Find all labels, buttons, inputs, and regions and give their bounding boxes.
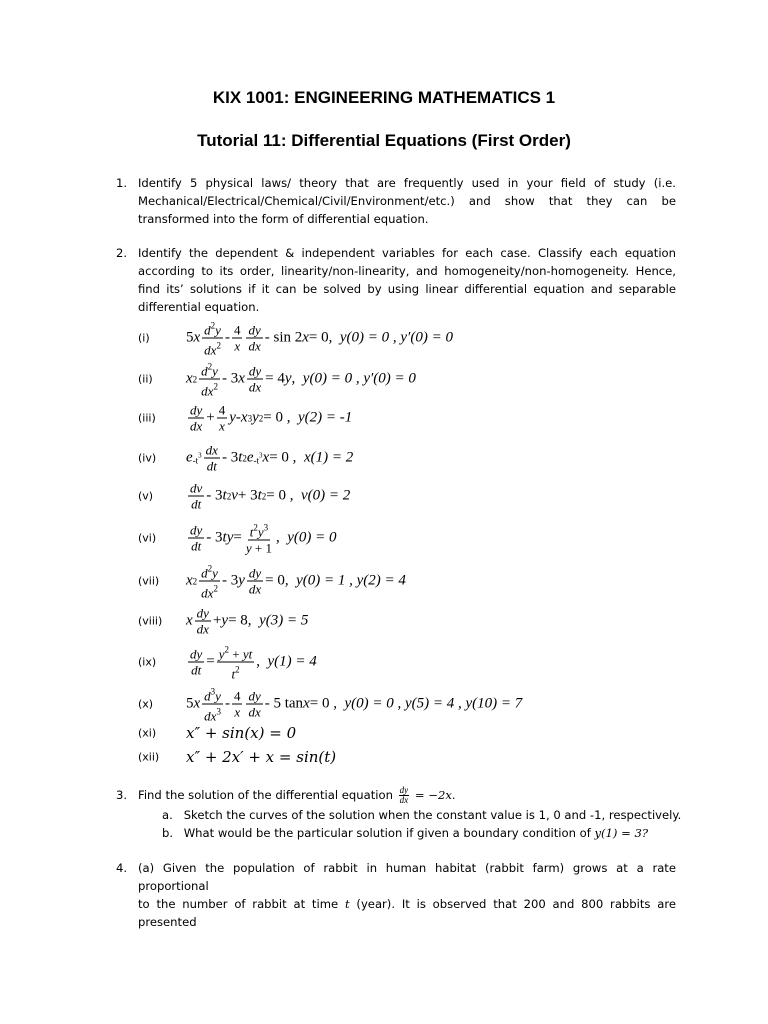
equation-row-iii [138,398,698,438]
equation-text: x″ + 2x′ + x = sin(t) [186,748,337,766]
equation: e $-t^3$ $\frac{dx}{dt}$ - 3 t 2 e $-t^3$ x = 0 , x(1) = 2 [186,442,354,474]
boundary-condition: y(1) = 3? [594,826,649,840]
equation: $\frac{dy}{dx}$ + $\frac{4}{x}$ y - x 3 y 2 = 0 , y(2) = -1 [190,402,353,434]
initial-condition: y(0) = 0 , y(5) = 4 , y(10) = 7 [344,695,523,712]
question-text-line [138,895,676,931]
equation-label: (x) [138,697,154,711]
equation-row-ii [138,359,698,399]
question-number: 4. [116,861,128,875]
subquestion-label: b. [162,826,174,840]
equation-label: (vii) [138,574,160,588]
question-number: 1. [116,176,128,190]
initial-condition: y(3) = 5 [259,612,309,629]
equation-row-viii [138,601,698,641]
initial-condition: y(1) = 4 [267,653,317,670]
equation-label: (iii) [138,411,156,425]
initial-condition: x(1) = 2 [303,449,354,466]
equation-row-i [138,318,698,358]
equation-label: (v) [138,489,154,503]
equation-row-ix [138,642,698,682]
equation: $\frac{dy}{dt}$ = $\frac{y^2 + yt}{t^2}$ , y(1) = 4 [190,644,317,682]
question-text-line: Identify the dependent & independent variables for each case. Classify each equation [138,246,676,260]
equation-label: (ii) [138,372,153,386]
initial-condition: v(0) = 2 [300,487,351,504]
course-title: KIX 1001: ENGINEERING MATHEMATICS 1 [212,88,556,107]
subquestion-3b [162,824,648,842]
question-number: 2. [116,246,128,260]
equation-row-vii [138,561,698,601]
equation-label: (xi) [138,726,157,740]
question-text: Find the solution of the differential equation [138,788,393,802]
equation [186,748,336,766]
equation-label: (viii) [138,614,163,628]
question-3 [116,786,676,805]
question-text-line: Identify 5 physical laws/ theory that are frequently used in your field of study (i.e. [138,176,676,190]
equation: $\frac{dy}{dt}$ - 3 ty = $\frac{t^2y^3}{y + 1}$ , y(0) = 0 [190,522,337,556]
equation: 5 x $\frac{d^2y}{dx^2}$ - $\frac{4}{x}$ $\frac{dy}{dx}$ - sin 2 x = 0, y(0) = 0 , y′(0) = 0 [186,320,453,358]
initial-condition: y(0) = 0 [287,529,337,546]
equation-row-iv [138,438,698,478]
initial-condition: y(0) = 0 , y′(0) = 0 [302,370,416,387]
subquestion-text: Sketch the curves of the solution when the constant value is 1, 0 and -1, respectively. [183,808,682,822]
question-text-line: transformed into the form of differential equation. [138,212,429,226]
equation-row-vi [138,518,698,558]
question-1 [116,174,676,228]
question-text-line: Mechanical/Electrical/Chemical/Civil/Environment/etc.) and show that they can be [138,194,676,208]
question-text-line: according to its order, linearity/non-linearity, and homogeneity/non-homogeneity. Hence, [138,264,676,278]
question-4 [116,859,676,931]
equation: x $\frac{dy}{dx}$ + y = 8, y(3) = 5 [186,605,309,637]
equation-label: (xii) [138,750,160,764]
equation-label: (iv) [138,451,157,465]
question-number: 3. [116,788,128,802]
equation: $\frac{dv}{dt}$ - 3 t 2 v + 3 t 2 = 0 , v(0) = 2 [190,480,351,512]
initial-condition: y(0) = 1 , y(2) = 4 [296,572,406,589]
tutorial-title: Tutorial 11: Differential Equations (First Order) [197,131,571,150]
equation-row-xii [138,740,698,774]
equation: x 2 $\frac{d^2y}{dx^2}$ - 3 y $\frac{dy}{dx}$ = 0, y(0) = 1 , y(2) = 4 [186,563,406,601]
question-text: to the number of rabbit at time [138,897,339,911]
subquestion-3a [162,806,681,824]
equation-label: (i) [138,331,150,345]
equation-label: (ix) [138,655,157,669]
equation-label: (vi) [138,531,157,545]
question-2 [116,244,676,316]
subquestion-label: a. [162,808,173,822]
equation: x 2 $\frac{d^2y}{dx^2}$ - 3 x $\frac{dy}{dx}$ = 4 y , y(0) = 0 , y′(0) = 0 [186,361,416,399]
question-text-line: (a) Given the population of rabbit in human habitat (rabbit farm) grows at a rate proportional [138,861,676,893]
equation-text: x″ + sin(x) = 0 [186,724,297,742]
equation: 5 x $\frac{d^3y}{dx^3}$ - $\frac{4}{x}$ $\frac{dy}{dx}$ - 5 tan x = 0 , y(0) = 0 , y(5) = 4 , y(10) = 7 [186,686,523,724]
question-text: (year). It is observed that 200 and 800 rabbits are presented [138,897,677,929]
question-text-line: find its’ solutions if it can be solved by using linear differential equation and separable [138,282,676,296]
question-text-line: differential equation. [138,300,260,314]
initial-condition: y(0) = 0 , y′(0) = 0 [339,329,453,346]
initial-condition: y(2) = -1 [297,409,353,426]
equation-row-v [138,476,698,516]
derivative-fraction: $\frac{dy}{dx}$ [399,785,409,805]
subquestion-text: What would be the particular solution if given a boundary condition of [183,826,591,840]
equation-rhs: = −2x. [414,788,456,802]
variable-t: t [344,897,350,911]
